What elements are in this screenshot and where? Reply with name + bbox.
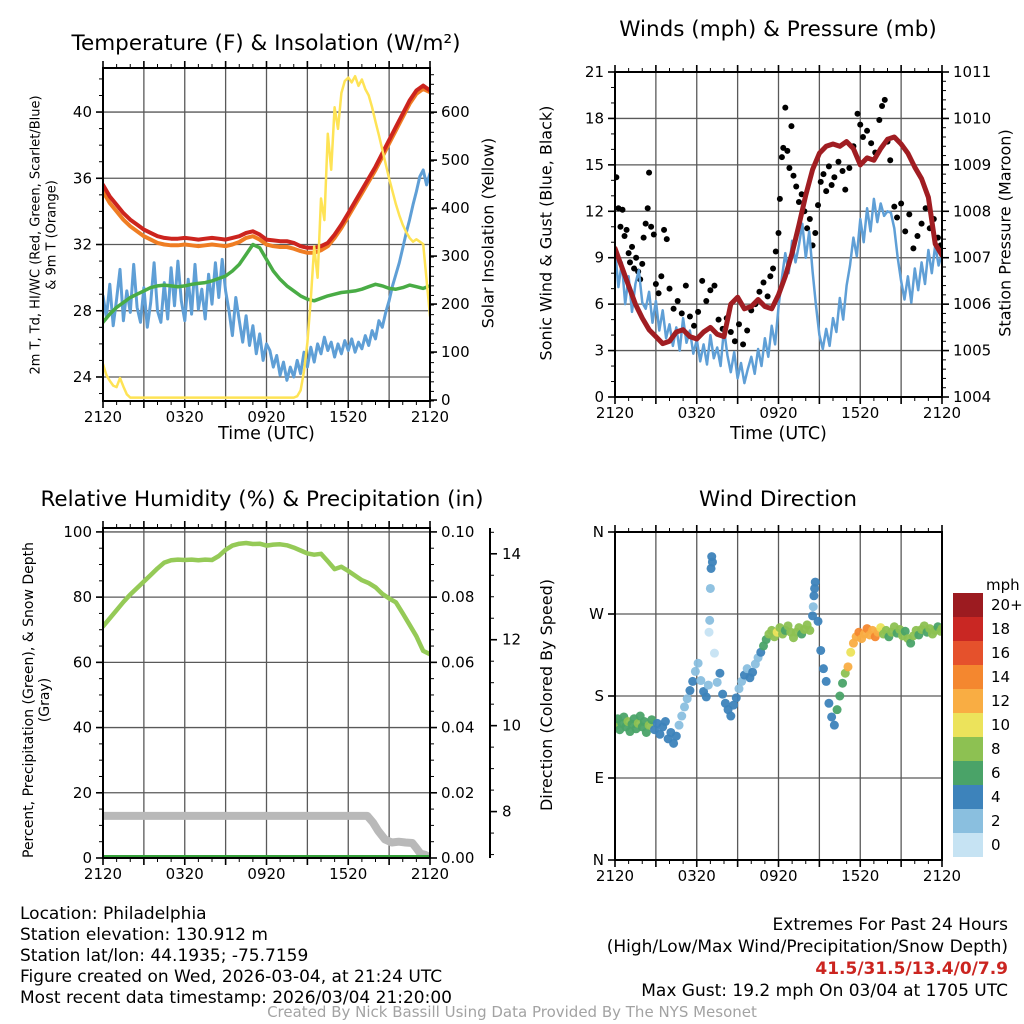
legend-title-mph: mph xyxy=(986,576,1020,594)
svg-text:40: 40 xyxy=(72,103,92,122)
svg-text:0320: 0320 xyxy=(677,404,716,422)
max-gust: Max Gust: 19.2 mph On 03/04 at 1705 UTC xyxy=(641,981,1008,1001)
svg-text:W: W xyxy=(589,605,604,623)
svg-text:0.08: 0.08 xyxy=(441,588,475,607)
station-location: Location: Philadelphia xyxy=(20,904,207,924)
svg-text:0: 0 xyxy=(441,391,451,410)
svg-text:20: 20 xyxy=(72,783,92,802)
svg-text:4: 4 xyxy=(991,788,1001,806)
svg-text:0920: 0920 xyxy=(247,408,286,426)
station-elevation: Station elevation: 130.912 m xyxy=(20,925,268,945)
credit-line: Created By Nick Bassill Using Data Provided By The NYS Mesonet xyxy=(267,1003,757,1021)
svg-text:S: S xyxy=(594,687,604,705)
svg-text:1010: 1010 xyxy=(953,109,992,128)
extremes-title: Extremes For Past 24 Hours xyxy=(772,915,1008,935)
svg-text:300: 300 xyxy=(441,247,470,266)
svg-text:8: 8 xyxy=(991,740,1001,758)
svg-text:24: 24 xyxy=(72,367,92,386)
svg-text:8: 8 xyxy=(502,802,512,821)
winds-pressure-plot xyxy=(585,63,991,422)
svg-text:10: 10 xyxy=(991,716,1011,734)
svg-text:100: 100 xyxy=(441,343,470,362)
svg-text:15: 15 xyxy=(584,155,604,174)
svg-text:16: 16 xyxy=(991,644,1011,662)
svg-text:20+: 20+ xyxy=(991,596,1023,614)
svg-text:1004: 1004 xyxy=(953,388,992,406)
svg-text:60: 60 xyxy=(72,653,92,672)
svg-text:1009: 1009 xyxy=(953,155,992,174)
svg-text:1007: 1007 xyxy=(953,248,992,267)
legend-swatch-20+ xyxy=(953,593,983,617)
svg-text:N: N xyxy=(592,523,604,541)
temperature-yaxis-left-line1: 2m T, Td, HI/WC (Red, Green, Scarlet/Blue) xyxy=(28,95,44,375)
svg-text:E: E xyxy=(594,769,604,787)
svg-text:0920: 0920 xyxy=(759,867,798,885)
svg-text:6: 6 xyxy=(594,295,604,314)
legend-swatch-2 xyxy=(953,809,983,833)
svg-text:18: 18 xyxy=(584,109,604,128)
legend-swatch-4 xyxy=(953,785,983,809)
svg-text:14: 14 xyxy=(991,668,1011,686)
wind-direction-plot xyxy=(589,523,1023,885)
svg-text:100: 100 xyxy=(63,522,92,541)
svg-text:10: 10 xyxy=(502,716,522,735)
data-timestamp: Most recent data timestamp: 2026/03/04 21:20:00 xyxy=(20,988,452,1008)
svg-text:0.10: 0.10 xyxy=(441,522,475,541)
svg-text:1520: 1520 xyxy=(329,408,368,426)
temperature-chart-title: Temperature (F) & Insolation (W/m²) xyxy=(71,31,461,56)
svg-text:0320: 0320 xyxy=(677,867,716,885)
winds-xaxis-label: Time (UTC) xyxy=(730,424,827,444)
svg-text:400: 400 xyxy=(441,199,470,218)
svg-text:36: 36 xyxy=(72,169,92,188)
winds-yaxis-left-label: Sonic Wind & Gust (Blue, Black) xyxy=(536,105,556,361)
svg-text:18: 18 xyxy=(991,620,1011,638)
svg-text:500: 500 xyxy=(441,151,470,170)
svg-text:40: 40 xyxy=(72,718,92,737)
figure-created: Figure created on Wed, 2026-03-04, at 21:24 UTC xyxy=(20,967,443,987)
temperature-xaxis-label: Time (UTC) xyxy=(218,424,315,444)
svg-text:12: 12 xyxy=(502,630,522,649)
station-info xyxy=(20,904,452,1009)
temperature-yaxis-left-label xyxy=(29,69,61,402)
svg-text:12: 12 xyxy=(584,202,604,221)
svg-text:1520: 1520 xyxy=(841,867,880,885)
svg-text:1008: 1008 xyxy=(953,202,992,221)
svg-text:2120: 2120 xyxy=(595,867,635,885)
wind-direction-yaxis-left-label: Direction (Colored By Speed) xyxy=(537,578,556,812)
svg-text:1520: 1520 xyxy=(329,865,368,883)
wind-direction-chart-title: Wind Direction xyxy=(699,487,857,512)
station-latlon: Station lat/lon: 44.1935; -75.7159 xyxy=(20,946,309,966)
svg-text:1005: 1005 xyxy=(953,341,992,360)
svg-text:2120: 2120 xyxy=(922,867,962,885)
svg-text:2120: 2120 xyxy=(595,404,635,422)
svg-text:2120: 2120 xyxy=(922,404,962,422)
extremes-block xyxy=(607,914,1008,1002)
svg-text:3: 3 xyxy=(594,341,604,360)
svg-text:21: 21 xyxy=(584,63,604,81)
svg-text:0320: 0320 xyxy=(165,865,204,883)
svg-text:0920: 0920 xyxy=(247,865,286,883)
svg-text:9: 9 xyxy=(594,248,604,267)
extremes-values: 41.5/31.5/13.4/0/7.9 xyxy=(815,959,1008,979)
svg-text:12: 12 xyxy=(991,692,1011,710)
humidity-precipitation-plot xyxy=(63,521,521,883)
svg-text:0.06: 0.06 xyxy=(441,653,475,672)
svg-text:0: 0 xyxy=(594,388,604,406)
svg-text:0.00: 0.00 xyxy=(441,849,475,867)
svg-text:6: 6 xyxy=(991,764,1001,782)
legend-swatch-18 xyxy=(953,617,983,641)
insolation-yaxis-right-label: Solar Insolation (Yellow) xyxy=(478,137,498,329)
temperature-insolation-plot xyxy=(73,61,470,426)
svg-text:2: 2 xyxy=(991,812,1001,830)
svg-text:0.02: 0.02 xyxy=(441,783,475,802)
legend-swatch-6 xyxy=(953,761,983,785)
svg-text:0320: 0320 xyxy=(165,408,204,426)
svg-text:32: 32 xyxy=(72,235,92,254)
winds-chart-title: Winds (mph) & Pressure (mb) xyxy=(619,17,937,42)
svg-text:0920: 0920 xyxy=(759,404,798,422)
svg-text:0: 0 xyxy=(82,849,92,867)
legend-swatch-0 xyxy=(953,833,983,857)
legend-swatch-10 xyxy=(953,713,983,737)
svg-text:N: N xyxy=(592,851,604,869)
legend-swatch-16 xyxy=(953,641,983,665)
legend-swatch-12 xyxy=(953,689,983,713)
legend-swatch-8 xyxy=(953,737,983,761)
svg-text:0.04: 0.04 xyxy=(441,718,475,737)
svg-text:0: 0 xyxy=(991,836,1001,854)
svg-text:1011: 1011 xyxy=(953,63,992,81)
legend-swatch-14 xyxy=(953,665,983,689)
svg-text:2120: 2120 xyxy=(410,408,450,426)
humidity-yaxis-left-label: Percent, Precipitation (Green), & Snow Depth (Gray) xyxy=(21,542,53,858)
svg-text:2120: 2120 xyxy=(83,865,123,883)
svg-text:14: 14 xyxy=(502,544,522,563)
svg-text:600: 600 xyxy=(441,103,470,122)
svg-text:2120: 2120 xyxy=(410,865,450,883)
svg-text:2120: 2120 xyxy=(83,408,123,426)
svg-text:1006: 1006 xyxy=(953,295,992,314)
svg-text:28: 28 xyxy=(72,301,92,320)
pressure-yaxis-right-label: Station Pressure (Maroon) xyxy=(995,129,1015,337)
svg-text:80: 80 xyxy=(72,588,92,607)
humidity-chart-title: Relative Humidity (%) & Precipitation (in) xyxy=(40,487,484,512)
extremes-subtitle: (High/Low/Max Wind/Precipitation/Snow Depth) xyxy=(606,937,1008,957)
svg-text:200: 200 xyxy=(441,295,470,314)
svg-text:1520: 1520 xyxy=(841,404,880,422)
temperature-yaxis-left-line2: & 9m T (Orange) xyxy=(44,180,60,290)
